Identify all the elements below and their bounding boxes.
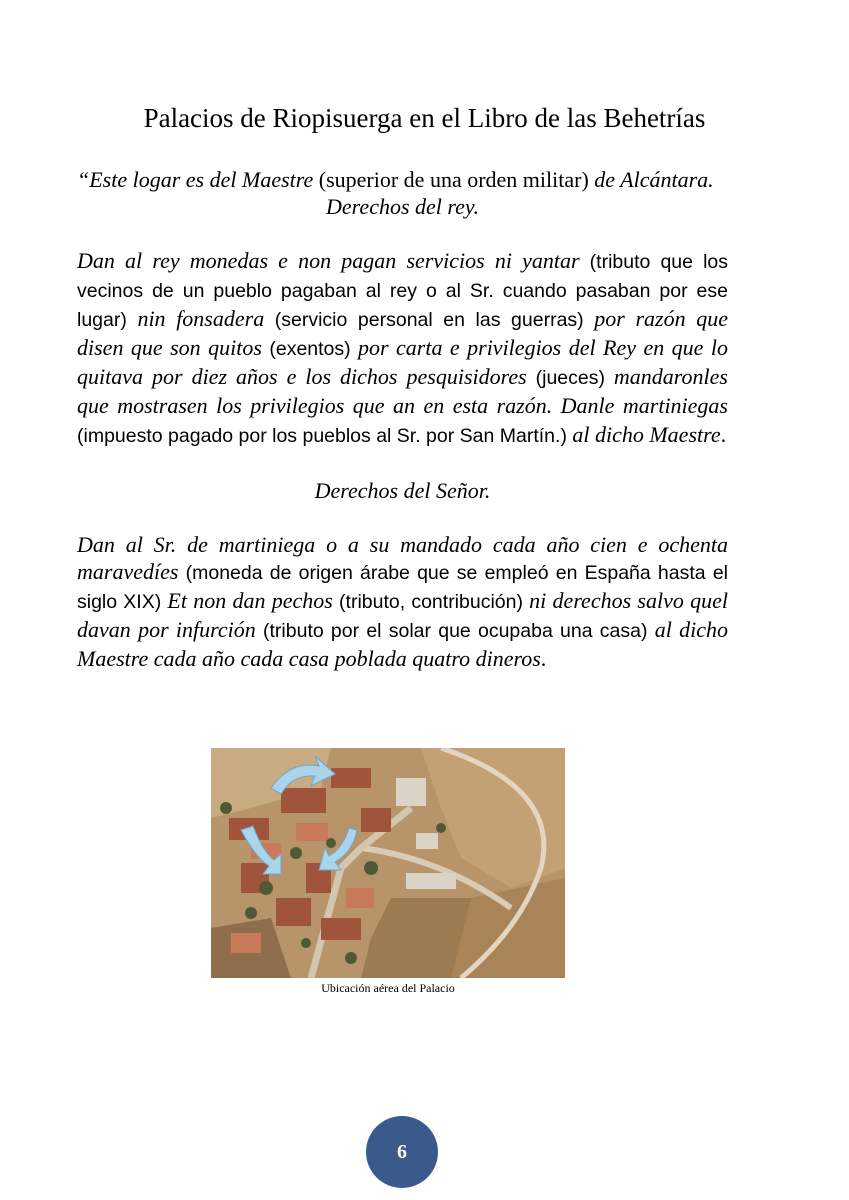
quote-text: “Este logar es del Maestre (77, 167, 314, 192)
quote-text: por carta e privilegios del Rey en que lo quitava por diez años e los dichos pesquisidores (77, 335, 728, 389)
note-text: (tributo, contribución) (332, 591, 530, 613)
page-title: Palacios de Riopisuerga en el Libro de las Behetrías (143, 103, 706, 133)
heading-derechos-senor: Derechos del Señor. (314, 478, 491, 503)
paragraph-derechos-senor: Dan al Sr. de martiniega o a su mandado cada año cien e ochenta maravedíes (moneda de origen árabe que se empleó en España hasta el siglo XIX) Et non dan pechos (tributo, contribución) ni derechos salvo quel davan por infurción (tributo por el solar que ocupaba una casa) al dicho Maestre cada año cada casa poblada quatro dineros. (77, 532, 728, 671)
note-text: (moneda de origen árabe que se empleó en España hasta el siglo XIX) (77, 562, 728, 613)
aerial-photo (211, 748, 565, 978)
quote-text: nin fonsadera (137, 306, 265, 331)
page-number: 6 (397, 1141, 407, 1163)
note-text: (tributo por el solar que ocupaba una casa) (255, 620, 655, 642)
figure-caption: Ubicación aérea del Palacio (321, 981, 455, 995)
quote-text: ni derechos salvo quel davan por infurción (77, 588, 728, 642)
spacer (77, 450, 728, 477)
quote-text: por razón que disen que son quitos (77, 306, 728, 360)
quote-text: Dan al rey monedas e non pagan servicios ni yantar (77, 248, 580, 273)
note-text: (jueces) (526, 367, 614, 389)
document-body (77, 166, 728, 672)
heading-derechos-rey: Derechos del rey. (326, 194, 479, 219)
note-text: (tributo que los vecinos de un pueblo pagaban al rey o al Sr. cuando pasaban por ese lugar) (77, 251, 729, 331)
quote-text: mandaronles que mostrasen los privilegios que an en esta razón. Danle martiniegas (77, 364, 728, 418)
paragraph-derechos-rey: Dan al rey monedas e non pagan servicios ni yantar (tributo que los vecinos de un pueblo pagaban al rey o al Sr. cuando pasaban por ese lugar) nin fonsadera (servicio personal en las guerras) por razón que disen que son quitos (exentos) por carta e privilegios del Rey en que lo quitava por diez años e los dichos pesquisidores (jueces) mandaronles que mostrasen los privilegios que an en esta razón. Danle martiniegas (impuesto pagado por los pueblos al Sr. por San Martín.) al dicho Maestre. (77, 248, 729, 447)
quote-text: al dicho Maestre cada año cada casa poblada quatro dineros (77, 617, 728, 671)
quote-text: Dan al Sr. de martiniega o a su mandado cada año cien e ochenta maravedíes (77, 532, 728, 584)
quote-text: al dicho Maestre (572, 422, 721, 447)
note-text: (impuesto pagado por los pueblos al Sr. por San Martín.) (77, 425, 573, 447)
paragraph-intro (77, 166, 728, 193)
quote-text: Et non dan pechos (167, 588, 333, 613)
page-number-badge (366, 1116, 438, 1188)
spacer (77, 504, 728, 531)
note-text: (exentos) (269, 338, 359, 360)
note-text: (superior de una orden militar) (313, 167, 595, 192)
quote-text: de Alcántara. (594, 167, 714, 192)
spacer (77, 220, 728, 247)
note-text: (servicio personal en las guerras) (264, 309, 595, 331)
